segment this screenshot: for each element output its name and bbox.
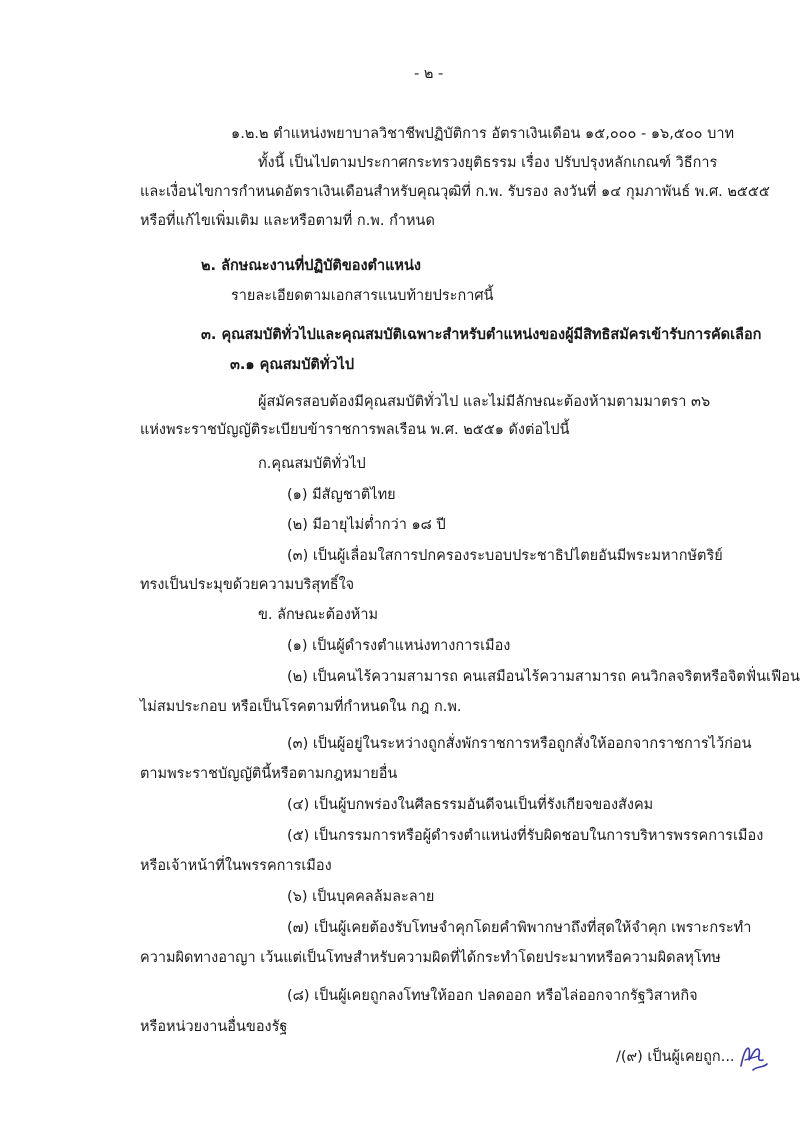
- subsection-heading-3-1: ๓.๑ คุณสมบัติทั่วไป: [230, 357, 355, 373]
- paragraph-line: หรือที่แก้ไขเพิ่มเติม และหรือตามที่ ก.พ. กำหนด: [140, 213, 435, 229]
- list-heading-ka: ก.คุณสมบัติทั่วไป: [258, 456, 366, 472]
- list-item-continuation: ความผิดทางอาญา เว้นแต่เป็นโทษสำหรับความผิดที่ได้กระทำโดยประมาทหรือความผิดลหุโทษ: [140, 950, 721, 966]
- page-number: - ๒ -: [414, 66, 444, 82]
- list-item: (๑) เป็นผู้ดำรงตำแหน่งทางการเมือง: [287, 638, 511, 654]
- list-item: (๖) เป็นบุคคลล้มละลาย: [287, 889, 435, 905]
- section-heading-2: ๒. ลักษณะงานที่ปฏิบัติของตำแหน่ง: [201, 258, 421, 274]
- signature-icon: [733, 1036, 773, 1076]
- paragraph-line: และเงื่อนไขการกำหนดอัตราเงินเดือนสำหรับคุณวุฒิที่ ก.พ. รับรอง ลงวันที่ ๑๔ กุมภาพันธ์ พ.ศ. ๒๕๕๕: [140, 184, 770, 200]
- salary-item-1-2-2: ๑.๒.๒ ตำแหน่งพยาบาลวิชาชีพปฏิบัติการ อัตราเงินเดือน ๑๕,๐๐๐ - ๑๖,๕๐๐ บาท: [231, 126, 735, 142]
- paragraph-line: รายละเอียดตามเอกสารแนบท้ายประกาศนี้: [231, 288, 494, 304]
- list-item: (๘) เป็นผู้เคยถูกลงโทษให้ออก ปลดออก หรือไล่ออกจากรัฐวิสาหกิจ: [287, 988, 698, 1004]
- list-item-continuation: หรือเจ้าหน้าที่ในพรรคการเมือง: [140, 858, 332, 874]
- list-item: (๒) เป็นคนไร้ความสามารถ คนเสมือนไร้ความสามารถ คนวิกลจริตหรือจิตฟั่นเฟือน: [287, 669, 800, 685]
- list-item: (๓) เป็นผู้เลื่อมใสการปกครองระบอบประชาธิปไตยอันมีพระมหากษัตริย์: [287, 548, 723, 564]
- list-item: (๒) มีอายุไม่ต่ำกว่า ๑๘ ปี: [287, 517, 446, 533]
- paragraph-line: ทั้งนี้ เป็นไปตามประกาศกระทรวงยุติธรรม เรื่อง ปรับปรุงหลักเกณฑ์ วิธีการ: [258, 155, 718, 171]
- list-item-continuation: หรือหน่วยงานอื่นของรัฐ: [140, 1019, 288, 1035]
- paragraph-line: แห่งพระราชบัญญัติระเบียบข้าราชการพลเรือน พ.ศ. ๒๕๕๑ ดังต่อไปนี้: [140, 422, 570, 438]
- continuation-footer: /(๙) เป็นผู้เคยถูก...: [616, 1049, 735, 1065]
- list-item: (๓) เป็นผู้อยู่ในระหว่างถูกสั่งพักราชการหรือถูกสั่งให้ออกจากราชการไว้ก่อน: [287, 736, 752, 752]
- list-item-continuation: ตามพระราชบัญญัตินี้หรือตามกฎหมายอื่น: [140, 766, 398, 782]
- list-item: (๑) มีสัญชาติไทย: [287, 487, 396, 503]
- paragraph-line: ผู้สมัครสอบต้องมีคุณสมบัติทั่วไป และไม่มีลักษณะต้องห้ามตามมาตรา ๓๖: [258, 394, 711, 410]
- list-heading-kho: ข. ลักษณะต้องห้าม: [258, 607, 379, 623]
- list-item-continuation: ทรงเป็นประมุขด้วยความบริสุทธิ์ใจ: [140, 577, 355, 593]
- list-item: (๔) เป็นผู้บกพร่องในศีลธรรมอันดีจนเป็นที่รังเกียจของสังคม: [287, 797, 654, 813]
- list-item-continuation: ไม่สมประกอบ หรือเป็นโรคตามที่กำหนดใน กฎ ก.พ.: [140, 699, 462, 715]
- list-item: (๗) เป็นผู้เคยต้องรับโทษจำคุกโดยคำพิพากษาถึงที่สุดให้จำคุก เพราะกระทำ: [287, 920, 752, 936]
- section-heading-3: ๓. คุณสมบัติทั่วไปและคุณสมบัติเฉพาะสำหรับตำแหน่งของผู้มีสิทธิสมัครเข้ารับการคัดเลือก: [201, 327, 762, 343]
- list-item: (๕) เป็นกรรมการหรือผู้ดำรงตำแหน่งที่รับผิดชอบในการบริหารพรรคการเมือง: [287, 828, 764, 844]
